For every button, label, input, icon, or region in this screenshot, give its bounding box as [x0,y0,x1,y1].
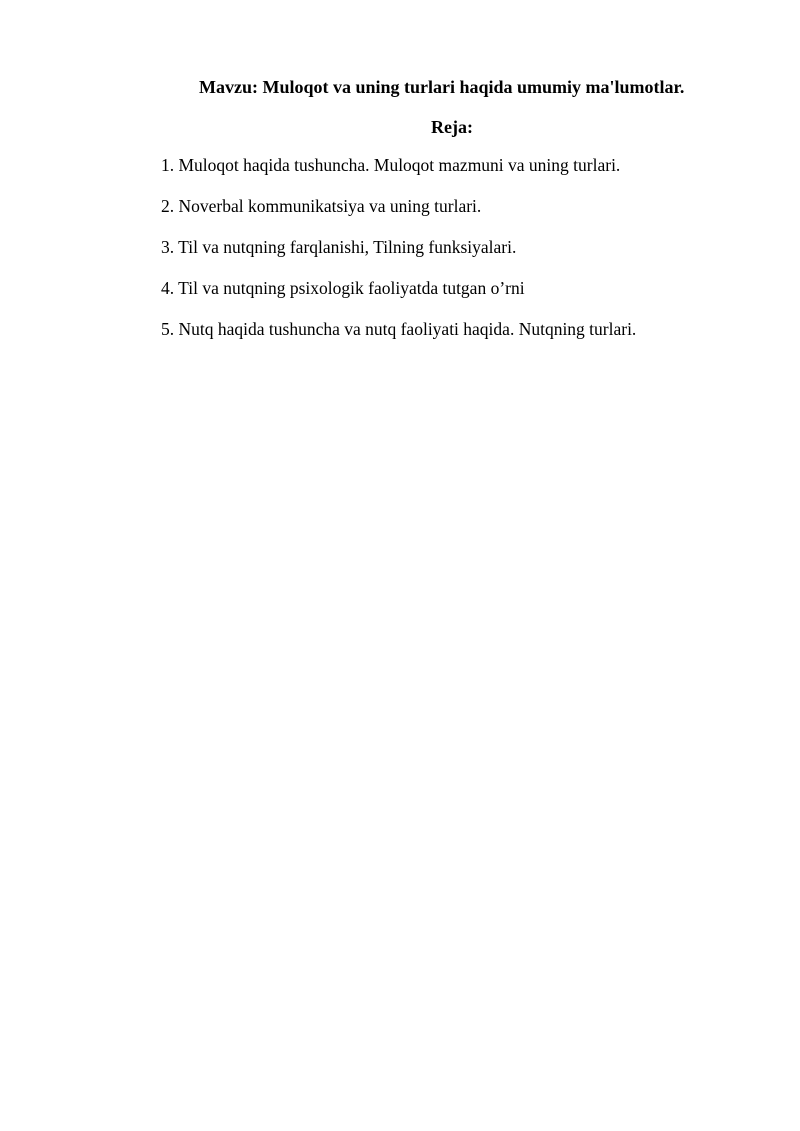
plan-item: 1. Muloqot haqida tushuncha. Muloqot mazmuni va uning turlari. [161,155,621,175]
plan-item: 4. Til va nutqning psixologik faoliyatda tutgan o’rni [161,278,525,298]
plan-item: 2. Noverbal kommunikatsiya va uning turlari. [161,196,482,216]
document-title-text: Mavzu: Muloqot va uning turlari haqida umumiy ma'lumotlar. [199,77,685,97]
plan-list [161,154,636,359]
plan-item: 3. Til va nutqning farqlanishi, Tilning funksiyalari. [161,237,517,257]
plan-item: 5. Nutq haqida tushuncha va nutq faoliyati haqida. Nutqning turlari. [161,319,637,339]
plan-heading-text: Reja: [431,117,473,137]
